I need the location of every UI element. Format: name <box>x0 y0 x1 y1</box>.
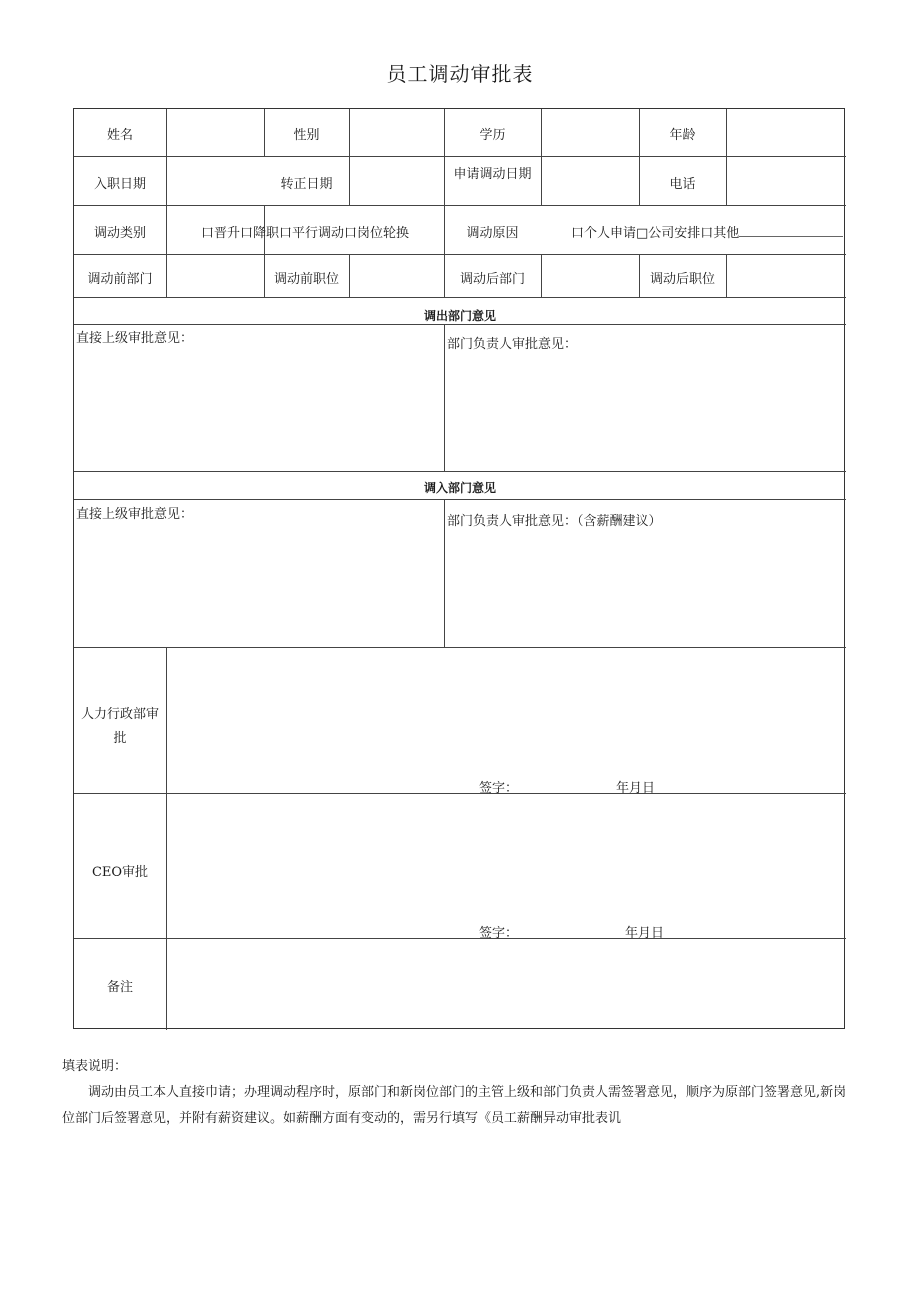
hire-date-field[interactable] <box>167 157 264 205</box>
transfer-type-label: 调动类别 <box>93 226 146 241</box>
remarks-field[interactable] <box>167 939 845 1028</box>
hr-signature-label: 签字： <box>479 781 519 796</box>
hr-date-label: 年月日 <box>616 781 656 796</box>
hr-approval-opinion-field[interactable] <box>167 648 845 768</box>
phone-label: 电话 <box>669 177 696 192</box>
transfer-form <box>73 108 845 1029</box>
phone-field[interactable] <box>727 157 845 205</box>
out-supervisor-opinion-field[interactable] <box>75 343 443 470</box>
out-supervisor-label: 直接上级审批意见： <box>76 331 194 346</box>
education-field[interactable] <box>542 109 639 156</box>
name-label: 姓名 <box>106 128 133 143</box>
ceo-date-label: 年月日 <box>625 926 665 941</box>
other-reason-blank[interactable] <box>739 224 843 237</box>
education-label: 学历 <box>479 128 506 143</box>
from-dept-field[interactable] <box>167 255 264 297</box>
instructions <box>62 1054 852 1132</box>
transfer-type-options[interactable]: 口晋升口降职口平行调动口岗位轮换 <box>200 226 409 241</box>
regular-date-field[interactable] <box>350 157 444 205</box>
out-dept-head-opinion-field[interactable] <box>446 349 844 470</box>
from-dept-label: 调动前部门 <box>87 272 153 287</box>
ceo-approval-opinion-field[interactable] <box>167 794 845 914</box>
to-position-label: 调动后职位 <box>649 272 715 287</box>
name-field[interactable] <box>167 109 264 156</box>
apply-date-field[interactable] <box>542 157 639 205</box>
in-dept-head-label: 部门负责人审批意见：（含薪酬建议） <box>447 514 662 529</box>
instructions-body: 调动由员工本人直接巾请；办理调动程序时，原部门和新岗位部门的主管上级和部门负责人需签署意见，顺序为原部门签署意见,新岗位部门后签署意见，并附有薪资建议。如薪酬方面有变动的，需另行填写《员工薪酬异动审批表讥 <box>62 1085 847 1126</box>
out-dept-head-label: 部门负责人审批意见： <box>447 337 578 352</box>
hr-approval-label-line2: 批 <box>113 731 127 746</box>
age-field[interactable] <box>727 109 845 156</box>
age-label: 年龄 <box>669 128 696 143</box>
regular-date-label: 转正日期 <box>280 177 333 192</box>
in-supervisor-label: 直接上级审批意见： <box>76 507 194 522</box>
in-section-heading: 调入部门意见 <box>423 481 496 495</box>
remarks-label: 备注 <box>106 980 133 995</box>
instructions-heading: 填表说明： <box>62 1059 128 1074</box>
out-section-heading: 调出部门意见 <box>423 309 496 323</box>
to-dept-field[interactable] <box>542 255 639 297</box>
ceo-approval-label: CEO审批 <box>91 865 149 880</box>
to-dept-label: 调动后部门 <box>459 272 525 287</box>
in-supervisor-opinion-field[interactable] <box>75 519 443 646</box>
hr-approval-label <box>74 703 166 751</box>
page-title: 员工调动审批表 <box>386 62 534 86</box>
to-position-field[interactable] <box>727 255 845 297</box>
reason-options[interactable] <box>571 222 843 241</box>
from-position-field[interactable] <box>350 255 444 297</box>
reason-options-text: 口个人申请□公司安排口其他 <box>571 226 740 241</box>
gender-label: 性别 <box>293 128 320 143</box>
in-dept-head-opinion-field[interactable] <box>446 527 844 646</box>
hr-approval-label-line1: 人力行政部审 <box>80 707 159 722</box>
apply-date-label: 申请调动日期 <box>453 167 532 182</box>
from-position-label: 调动前职位 <box>273 272 339 287</box>
ceo-signature-label: 签字： <box>479 926 519 941</box>
hire-date-label: 入职日期 <box>93 177 146 192</box>
gender-field[interactable] <box>350 109 444 156</box>
reason-label: 调动原因 <box>466 226 519 241</box>
